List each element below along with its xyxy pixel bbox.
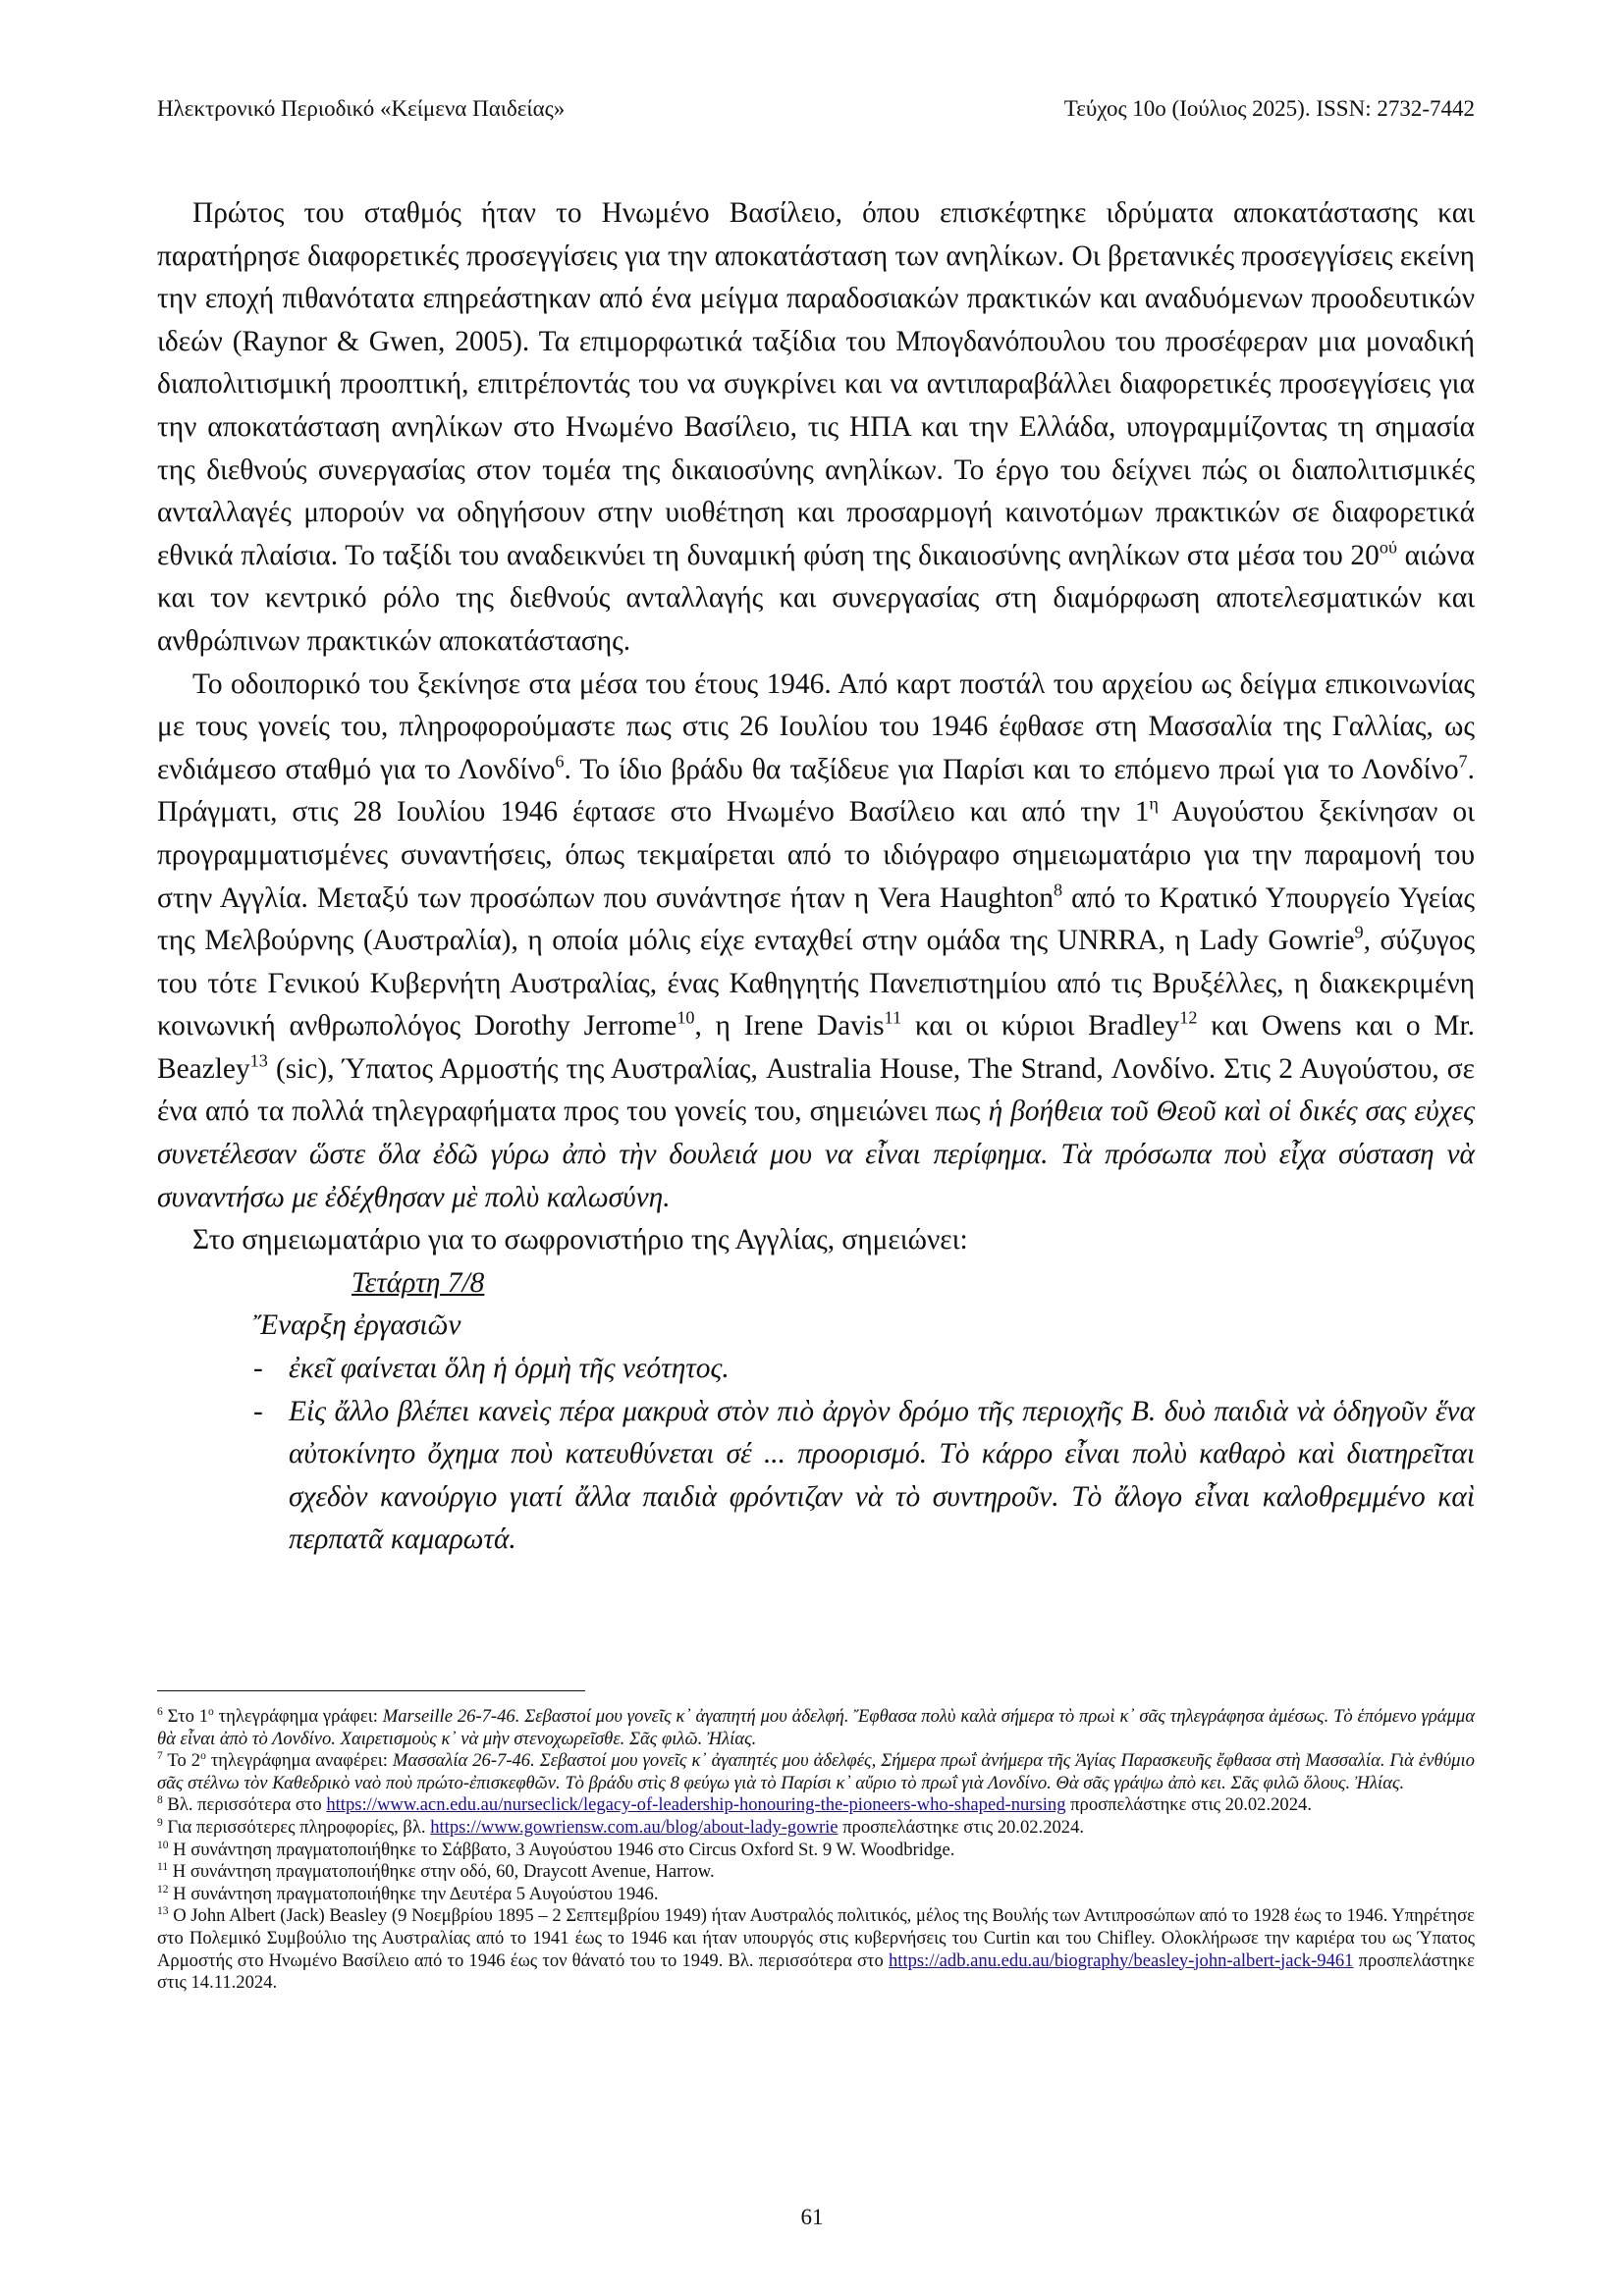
notebook-date: Τετάρτη 7/8: [352, 1266, 485, 1299]
notebook-list: [157, 1348, 1475, 1562]
list-item: [157, 1348, 1475, 1391]
gowrie-link[interactable]: https://www.gowriensw.com.au/blog/about-lady-gowrie: [430, 1816, 839, 1838]
footnote-7: [157, 1750, 1475, 1794]
adb-link[interactable]: https://adb.anu.edu.au/biography/beasley-john-albert-jack-9461: [889, 1949, 1354, 1971]
footnote-11: [157, 1861, 1475, 1884]
footnote-ref-13[interactable]: 13: [249, 1050, 268, 1071]
paragraph-1: [157, 192, 1475, 664]
superscript: ο: [200, 1750, 206, 1763]
footnote-text: τηλεγράφημα γράφει:: [213, 1706, 383, 1727]
superscript: η: [1149, 794, 1159, 815]
footnote-number: 8: [157, 1794, 163, 1807]
telegram-quote: ἡ βοήθεια τοῦ Θεοῦ καὶ οἱ δικές σας εὐχες συνετέλεσαν ὥστε ὅλα ἐδῶ γύρω ἀπὸ τὴν δουλειά μου να εἶναι περίφημα. Τὰ πρόσωπα ποὺ εἶχα σύσταση νὰ συναντήσω με ἐδέχθησαν μὲ πολὺ καλωσύνη.: [157, 1095, 1475, 1213]
footnote-text: προσπελάστηκε στις 14.11.2024.: [157, 1949, 1475, 1994]
footnote-text: Βλ. περισσότερα στο: [162, 1794, 327, 1816]
paragraph-1-text: Πρώτος του σταθμός ήταν το Ηνωμένο Βασίλειο, όπου επισκέφτηκε ιδρύματα αποκατάστασης και παρατήρησε διαφορετικές προσεγγίσεις για την αποκατάσταση των ανηλίκων. Οι βρετανικές προσεγγίσεις εκείνη την εποχή πιθανότατα επηρεάστηκαν από ένα μείγμα παραδοσιακών πρακτικών και αναδυόμενων προοδευτικών ιδεών (Raynor & Gwen, 2005). Τα επιμορφωτικά ταξίδια του Μπογδανόπουλου του προσέφεραν μια μοναδική διαπολιτισμική προοπτική, επιτρέποντάς του να συγκρίνει και να αντιπαραβάλλει διαφορετικές προσεγγίσεις για την αποκατάσταση ανηλίκων στο Ηνωμένο Βασίλειο, τις ΗΠΑ και την Ελλάδα, υπογραμμίζοντας τη σημασία της διεθνούς συνεργασίας στον τομέα της δικαιοσύνης ανηλίκων. Το έργο του δείχνει πώς οι διαπολιτισμικές ανταλλαγές μπορούν να οδηγήσουν στην υιοθέτηση και προσαρμογή καινοτόμων πρακτικών σε διαφορετικά εθνικά πλαίσια. Το ταξίδι του αναδεικνύει τη δυναμική φύση της δικαιοσύνης ανηλίκων στα μέσα του 20: [157, 197, 1475, 571]
footnote-ref-10[interactable]: 10: [677, 1007, 695, 1028]
dash-marker: -: [253, 1395, 263, 1427]
paragraph-2-text: , η Irene Davis: [694, 1010, 885, 1042]
footnote-text: Η συνάντηση πραγματοποιήθηκε το Σάββατο, 3 Αυγούστου 1946 στο Circus Oxford St. 9 W. Woodbridge.: [168, 1839, 955, 1860]
paragraph-2-text: . Το ίδιο βράδυ θα ταξίδευε για Παρίσι και το επόμενο πρωί για το Λονδίνο: [564, 753, 1459, 785]
footnote-number: 11: [157, 1861, 169, 1874]
paragraph-2-text: . Πράγματι, στις 28 Ιουλίου 1946 έφτασε στο Ηνωμένο Βασίλειο και από την 1: [157, 753, 1475, 828]
footnote-9: [157, 1817, 1475, 1840]
footnote-ref-11[interactable]: 11: [884, 1007, 902, 1028]
footnote-13: [157, 1905, 1475, 1994]
footnote-number: 6: [157, 1705, 163, 1718]
footnote-number: 7: [157, 1750, 163, 1763]
paragraph-2-text: (sic), Ύπατος Αρμοστής της Αυστραλίας, Australia House, The Strand, Λονδίνο. Στις 2 Αυγούστου, σε ένα από τα πολλά τηλεγραφήματα προς του γονείς του, σημειώνει πως: [157, 1052, 1475, 1128]
list-item: [157, 1391, 1475, 1562]
paragraph-2-text: Το οδοιπορικό του ξεκίνησε στα μέσα του έτους 1946. Από καρτ ποστάλ του αρχείου ως δείγμα επικοινωνίας με τους γονείς του, πληροφορούμαστε πως στις 26 Ιουλίου του 1946 έφθασε στη Μασσαλία της Γαλλίας, ως ενδιάμεσο σταθμό για το Λονδίνο: [157, 667, 1475, 785]
footnote-12: [157, 1884, 1475, 1906]
main-text: [157, 192, 1475, 1562]
footnote-text: O John Albert (Jack) Beasley (9 Νοεμβρίου 1895 – 2 Σεπτεμβρίου 1949) ήταν Αυστραλός πολιτικός, μέλος της Βουλής των Αντιπροσώπων από το 1928 έως το 1946. Υπηρέτησε στο Πολεμικό Συμβούλιο της Αυστραλίας από το 1941 έως το 1946 και ήταν υπουργός στις κυβερνήσεις του Curtin και του Chifley. Ολοκλήρωσε την καριέρα του ως Ύπατος Αρμοστής στο Ηνωμένο Βασίλειο από το 1946 έως τον θάνατό του το 1949. Βλ. περισσότερα στο: [157, 1905, 1475, 1971]
footnote-text: Το 2: [162, 1750, 201, 1772]
paragraph-3: Στο σημειωματάριο για το σωφρονιστήριο της Αγγλίας, σημειώνει:: [192, 1224, 968, 1256]
acn-link[interactable]: https://www.acn.edu.au/nurseclick/legacy-of-leadership-honouring-the-pioneers-who-shaped-nursing: [326, 1794, 1066, 1816]
footnote-text: Η συνάντηση πραγματοποιήθηκε στην οδό, 60, Draycott Avenue, Harrow.: [168, 1861, 715, 1883]
footnote-text: Στο 1: [162, 1706, 209, 1727]
notebook-heading: Ἔναρξη ἐργασιῶν: [253, 1309, 461, 1342]
page-number: 61: [800, 2205, 824, 2229]
footnote-ref-6[interactable]: 6: [555, 751, 565, 772]
paragraph-2-text: Αυγούστου ξεκίνησαν οι προγραμματισμένες συναντήσεις, όπως τεκμαίρεται από το ιδιόγραφο σημειωματάριο για την παραμονή του στην Αγγλία. Μεταξύ των προσώπων που συνάντησε ήταν η Vera Haughton: [157, 796, 1475, 914]
footnote-text: τηλεγράφημα αναφέρει:: [205, 1750, 393, 1772]
running-header: [157, 94, 1475, 130]
list-item-text: Εἰς ἄλλο βλέπει κανεὶς πέρα μακρυὰ στὸν πιὸ ἀργὸν δρόμο τῆς περιοχῆς Β. δυὸ παιδιὰ νὰ ὁδηγοῦν ἕνα αὐτοκίνητο ὄχημα ποὺ κατευθύνεται σέ ... προορισμό. Τὸ κάρρο εἶναι πολὺ καθαρὸ καὶ διατηρεῖται σχεδὸν κανούργιο γιατί ἄλλα παιδιὰ φρόντιζαν νὰ τὸ συντηροῦν. Τὸ ἄλογο εἶναι καλοθρεμμένο καὶ περπατᾶ καμαρωτά.: [289, 1395, 1475, 1556]
footnotes: [157, 1706, 1475, 1995]
footnote-ref-12[interactable]: 12: [1179, 1007, 1198, 1028]
footnote-ref-7[interactable]: 7: [1458, 751, 1468, 772]
superscript: ού: [1379, 537, 1397, 558]
footnote-ref-8[interactable]: 8: [1053, 880, 1063, 900]
footnote-quote: Marseille 26-7-46. Σεβαστοί μου γονεῖς κ᾽ ἀγαπητή μου ἀδελφή. Ἔφθασα πολὺ καλὰ σήμερα τὸ πρωὶ κ᾽ σᾶς τηλεγράφησα ἀμέσως. Τὸ ἑπόμενο γράμμα θὰ εἶναι ἀπὸ τὸ Λονδίνο. Χαιρετισμοὺς κ᾽ νὰ μὴν στενοχωρεῖσθε. Σᾶς φιλῶ. Ἠλίας.: [157, 1706, 1475, 1749]
footnote-quote: Μασσαλία 26-7-46. Σεβαστοί μου γονεῖς κ᾽ ἀγαπητές μου ἀδελφές, Σήμερα πρωΐ ἀνήμερα τῆς Ἁγίας Παρασκευῆς ἔφθασα στὴ Μασσαλία. Γιὰ ἐνθύμιο σᾶς στέλνω τὸν Καθεδρικὸ ναὸ ποὺ πρώτο-ἐπισκεφθῶν. Τὸ βράδυ στὶς 8 φεύγω γιὰ τὸ Παρίσι κ᾽ αὔριο τὸ πρωΐ γιὰ Λονδίνο. Θὰ σᾶς γράψω ἀπὸ κει. Σᾶς φιλῶ ὅλους. Ἠλίας.: [157, 1750, 1475, 1793]
paragraph-2-text: από το Κρατικό Υπουργείο Υγείας της Μελβούρνης (Αυστραλία), η οποία μόλις είχε ενταχθεί στην ομάδα της UNRRA, η Lady Gowrie: [157, 881, 1475, 957]
footnote-text: Για περισσότερες πληροφορίες, βλ.: [162, 1816, 431, 1838]
footnote-number: 9: [157, 1816, 163, 1829]
journal-title: Ηλεκτρονικό Περιοδικό «Κείμενα Παιδείας»: [157, 96, 566, 121]
footnote-8: [157, 1794, 1475, 1817]
footnote-text: προσπελάστηκε στις 20.02.2024.: [1065, 1794, 1312, 1816]
paragraph-2-text: και οι κύριοι Bradley: [901, 1010, 1180, 1042]
paragraph-2: [157, 664, 1475, 1220]
paragraph-1-end: αιώνα και τον κεντρικό ρόλο της διεθνούς ανταλλαγής και συνεργασίας στη διαμόρφωση αποτελεσματικών και ανθρώπινων πρακτικών αποκατάστασης.: [157, 539, 1475, 657]
footnote-number: 10: [157, 1839, 169, 1851]
footnote-number: 13: [157, 1905, 169, 1918]
footnote-number: 12: [157, 1883, 169, 1896]
paragraph-2-text: και Owens και ο Mr. Beazley: [157, 1010, 1475, 1085]
footnote-text: Η συνάντηση πραγματοποιήθηκε την Δευτέρα 5 Αυγούστου 1946.: [168, 1883, 659, 1904]
footnote-ref-9[interactable]: 9: [1354, 922, 1364, 942]
footnote-separator: [157, 1690, 585, 1691]
issue-info: Τεύχος 10ο (Ιούλιος 2025). ISSN: 2732-7442: [1063, 96, 1475, 121]
superscript: ο: [208, 1705, 214, 1718]
footnote-text: προσπελάστηκε στις 20.02.2024.: [838, 1816, 1085, 1838]
list-item-text: ἐκεῖ φαίνεται ὅλη ἡ ὁρμὴ τῆς νεότητος.: [289, 1353, 730, 1385]
footnote-6: [157, 1706, 1475, 1750]
paragraph-2-text: , σύζυγος του τότε Γενικού Κυβερνήτη Αυστραλίας, ένας Καθηγητής Πανεπιστημίου από τις Βρυξέλλες, η διακεκριμένη κοινωνική ανθρωπολόγος Dorothy Jerrome: [157, 925, 1475, 1042]
dash-marker: -: [253, 1353, 263, 1385]
footnote-10: [157, 1840, 1475, 1862]
